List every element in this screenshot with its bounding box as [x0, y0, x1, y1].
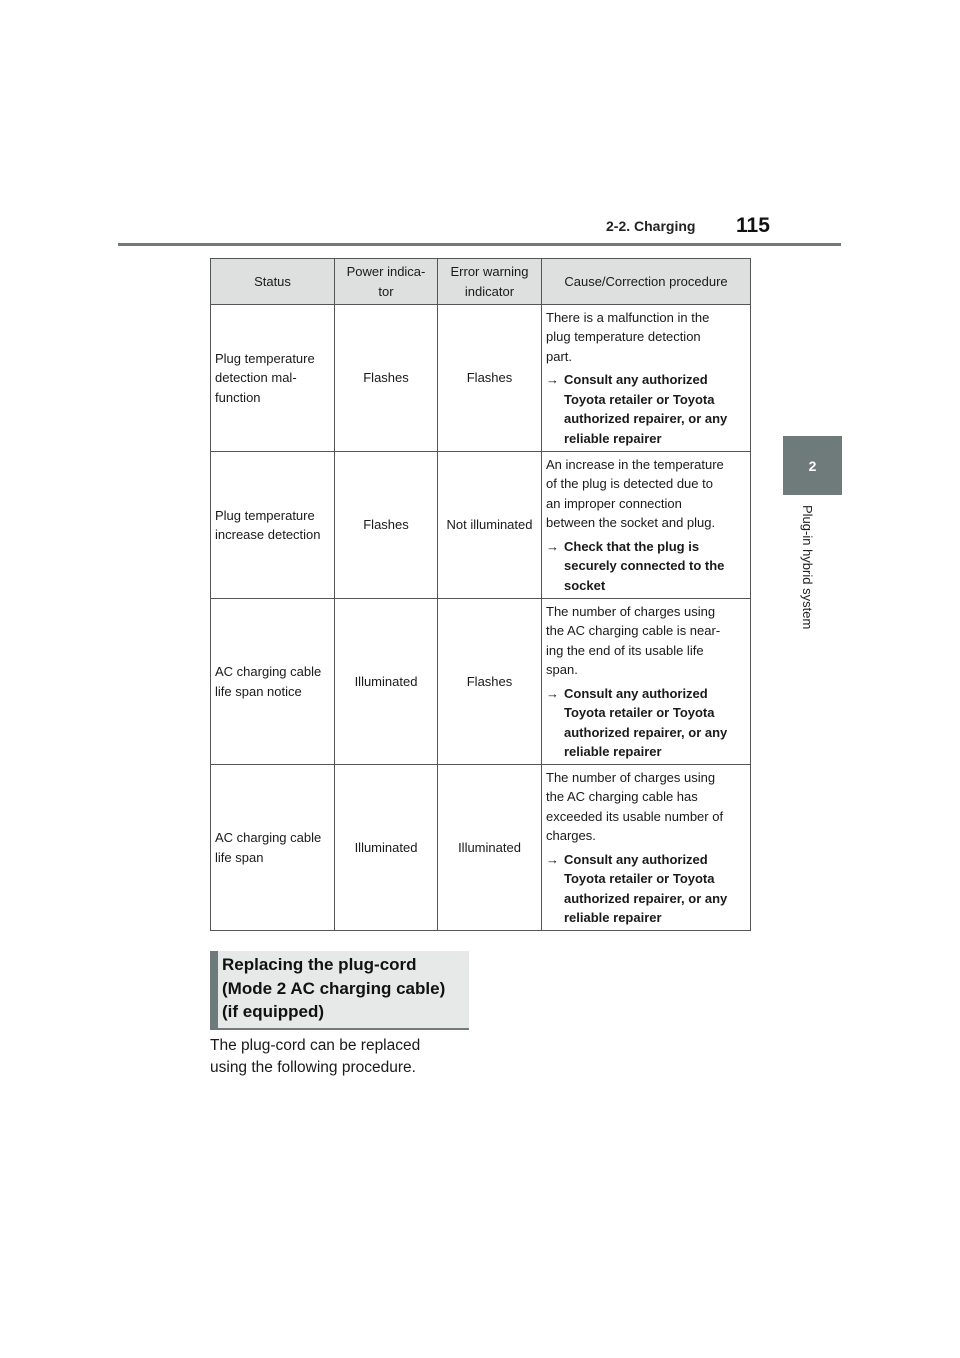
correction-step: [546, 370, 746, 448]
table-row: [211, 452, 751, 599]
chapter-title: Plug-in hybrid system: [800, 505, 815, 630]
row-error-indicator: Flashes: [438, 599, 542, 765]
row-error-indicator: Flashes: [438, 305, 542, 452]
row-power-indicator: Illuminated: [335, 765, 438, 931]
chapter-number: 2: [808, 457, 817, 474]
correction-text: Check that the plug is securely connected to the socket: [564, 538, 725, 593]
row-cause: [542, 765, 751, 931]
row-error-indicator: Not illuminated: [438, 452, 542, 599]
arrow-right-icon: →: [546, 685, 559, 701]
table-row: [211, 765, 751, 931]
correction-text: Consult any authorized Toyota retailer or Toyota authorized repairer, or any reliable repairer: [564, 685, 728, 759]
section-heading: 2-2. Charging: [606, 218, 696, 234]
table-row: [211, 305, 751, 452]
header-power-indicator: Power indica- tor: [335, 259, 438, 305]
arrow-right-icon: →: [546, 538, 559, 554]
row-power-indicator: Illuminated: [335, 599, 438, 765]
header-cause: Cause/Correction procedure: [542, 259, 751, 305]
page-number: 115: [736, 214, 770, 237]
row-status: AC charging cable life span: [211, 765, 335, 931]
row-status: Plug temperature detection mal- function: [211, 305, 335, 452]
correction-text: Consult any authorized Toyota retailer or Toyota authorized repairer, or any reliable repairer: [564, 372, 728, 446]
table-row: [211, 599, 751, 765]
cause-text: The number of charges using the AC charging cable has exceeded its usable number of charges.: [546, 769, 724, 843]
correction-step: [546, 684, 746, 762]
row-cause: [542, 305, 751, 452]
section-accent-bar: [210, 951, 218, 1028]
header-error-indicator: Error warning indicator: [438, 259, 542, 305]
chapter-tab: [783, 436, 842, 495]
cause-text: An increase in the temperature of the plug is detected due to an improper connection between the socket and plug.: [546, 456, 724, 531]
indicator-status-table: [210, 258, 751, 931]
row-power-indicator: Flashes: [335, 452, 438, 599]
table-header-row: [211, 259, 751, 305]
header-divider: [118, 243, 841, 246]
section-title: Replacing the plug-cord (Mode 2 AC charging cable) (if equipped): [222, 955, 446, 1021]
correction-text: Consult any authorized Toyota retailer or Toyota authorized repairer, or any reliable repairer: [564, 851, 728, 925]
row-cause: [542, 599, 751, 765]
row-status: Plug temperature increase detection: [211, 452, 335, 599]
arrow-right-icon: →: [546, 851, 559, 867]
correction-step: [546, 850, 746, 928]
row-cause: [542, 452, 751, 599]
row-error-indicator: Illuminated: [438, 765, 542, 931]
body-paragraph: The plug-cord can be replaced using the following procedure.: [210, 1037, 421, 1076]
row-status: AC charging cable life span notice: [211, 599, 335, 765]
arrow-right-icon: →: [546, 372, 559, 388]
row-power-indicator: Flashes: [335, 305, 438, 452]
cause-text: There is a malfunction in the plug temperature detection part.: [546, 309, 710, 364]
section-heading-box: [210, 951, 469, 1030]
cause-text: The number of charges using the AC charging cable is near- ing the end of its usable life span.: [546, 603, 721, 677]
header-status: Status: [211, 259, 335, 305]
correction-step: [546, 537, 746, 596]
